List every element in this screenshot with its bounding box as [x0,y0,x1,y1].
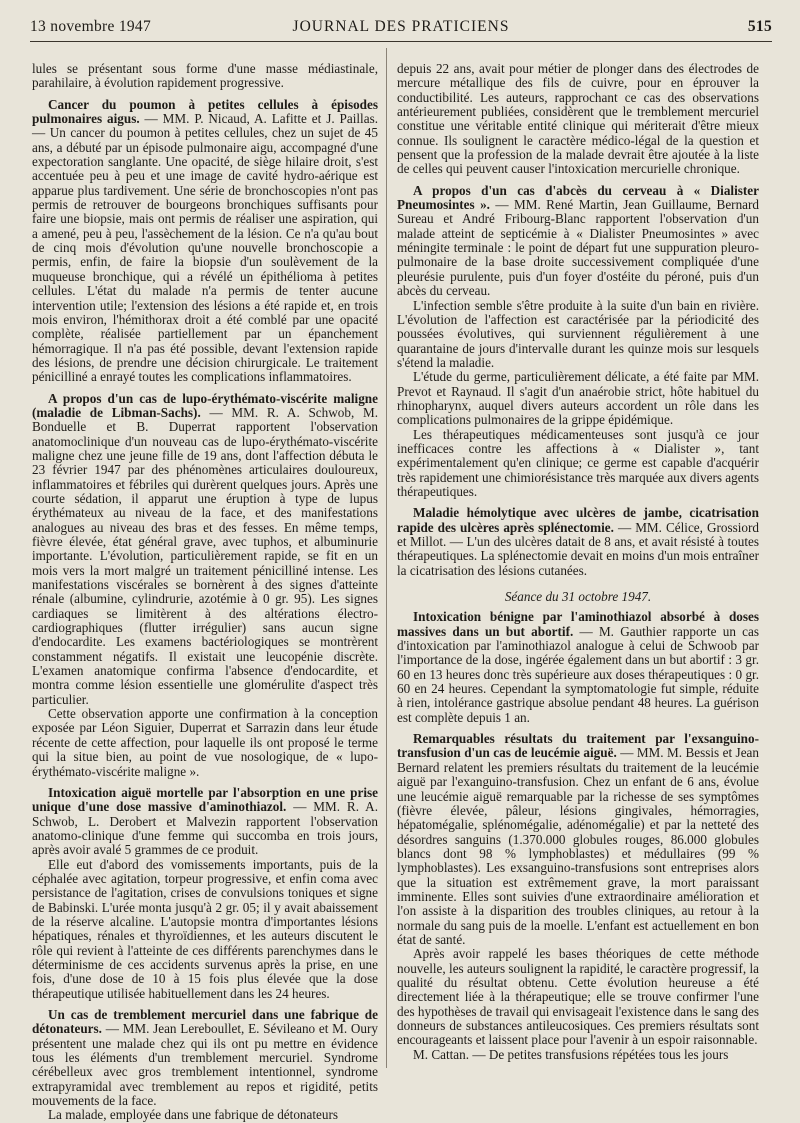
paragraph: M. Cattan. — De petites transfusions répétées tous les jours [413,1046,729,1062]
article-intoxication-benigne [397,610,759,725]
article-cancer-poumon [32,98,378,385]
left-column [32,61,378,1123]
paragraph: Elle eut d'abord des vomissements importants, puis de la céphalée avec agitation, torpeur progressive, et enfin coma avec persistance de l'agitation, crises de convulsions toniques et signe de Babinski. L'urée monta jusqu'à 2 gr. 05; il y avait abaissement de la réserve alcaline. L'autopsie montra d'importantes lésions hépatiques, rénales et thyroïdiennes, et les auteurs discutent le rôle qui revient à l'atteinte de ces différents parenchymes dans le déterminisme de ces accidents survenus après la prise, en une fois, d'une dose de 10 à 15 fois plus élevée que la dose thérapeutique utilisée habituellement dans les 24 heures. [32,856,378,1001]
article-text: — MM. M. Bessis et Jean Bernard relatent les premiers résultats du traitement de la leucémie aiguë par l'exanguino-transfusion. Chez un enfant de 6 ans, évolue une leucémie aiguë remarquable par la richesse de ses symptômes (fièvre élevée, pâleur, lésions gingivales, hémorragies, hépatomégalie, splénomégalie, adénomégalie) et par la netteté des désordres sanguins (1.370.000 globules rouges, 86.000 globules blancs dont 98 % lymphoblastes) et médullaires (99 % lymphoblastes). Les exsanguino-transfusions sont entreprises alors que la situation est extrêmement grave, la mort paraissant imminente. Elles sont suivies d'une extraordinaire amélioration et l'on assiste à la disparition des troubles cliniques, au retour à la normale du sang puis de la moelle. L'enfant est actuellement en bon état de santé. [397,745,759,947]
article-text: — M. Gauthier rapporte un cas d'intoxication par l'aminothiazol analogue à celui de Schwoob par l'importance de la dose, ingérée également dans un but abortif : 3 gr. 60 en 13 heures donc très supérieure aux doses thérapeutiques : 0 gr. 60 en 24 heures. Cependant la symptomatologie fut simple, réduite à rien, intolérance gastrique absolue pendant 48 heures. La guérison est complète depuis 1 an. [397,623,760,725]
article-text: — MM. R. A. Schwob, M. Bonduelle et B. Duperrat rapportent l'observation anatomoclinique d'un nouveau cas de lupo-érythémato-viscérite maligne chez une jeune fille de 19 ans, dont l'affection débuta le 23 février 1947 par des phénomènes articulaires douloureux, inflammatoires et fébriles qui durèrent quelques jours. Après une courte sédation, il apparut une éruption à type de lupus érythémateux au niveau de la face, et des manifestations analogues au niveau des bras et des fesses. En même temps, fièvre élevée, état général grave, avec tuphos, et albuminurie importante. L'évolution, particulièrement rapide, se fit en un mois vers la mort malgré un traitement pénicilliné intense. Les manifestations viscérales se bornèrent à des signes d'atteinte rénale (albumine, cylindrurie, azotémie à 0 gr. 95). Les signes cardiaques se limitèrent à des altérations électro-cardiographiques (flutter irrégulier) sans aucun signe d'endocardite. Les examens bactériologiques se montrèrent constamment négatifs. Il existait une leucopénie discrète. L'examen anatomique confirma l'absence d'endocardite, et montra comme lésion essentielle une glomérulite d'aspect très particulier. [32,404,378,707]
article-text: — MM. Jean Lereboullet, E. Sévileano et M. Oury présentent une malade chez qui ils ont pu mettre en évidence tous les éléments d'un tremblement mercuriel. Syndrome cérébelleux avec gros tremblement intentionnel, syndrome extrapyramidal avec tremblement au repos et rigidité, petits mouvements de la face. [32,1021,378,1109]
paragraph: La malade, employée dans une fabrique de détonateurs [48,1107,339,1123]
journal-title: JOURNAL DES PRATICIENS [292,18,510,35]
right-column [397,62,759,1062]
paragraph: depuis 22 ans, avait pour métier de plonger dans des électrodes de mercure métallique des fils de cuivre, pour en éprouver la conductibilité. Les auteurs, rapprochant ce cas des observations antérieurement publiées, considèrent que le tremblement mercuriel constitue une véritable entité clinique qui mériterait d'être mieux connue. Ils soulignent le caractère médico-légal de la question et pensent que la profession de la malade devrait être ajoutée à la liste de celles qui peuvent causer l'intoxication mercurielle chronique. [397,61,759,177]
page-number: 515 [747,18,772,35]
running-header [30,18,772,40]
article-exsanguino-transfusion [397,732,759,947]
paragraph: Les thérapeutiques médicamenteuses sont jusqu'à ce jour inefficaces contre les affections à « Dialister », tant expérimentalement qu'en clinique; ce germe est capable d'acquérir très rapidement une chimiorésistance très marquée aux divers agents thérapeutiques. [397,426,759,499]
article-intoxication-mortelle [32,786,378,858]
article-title: Intoxication aiguë mortelle par l'absorption en une prise unique d'une dose massive d'aminothiazol. [32,784,378,815]
paragraph: L'infection semble s'être produite à la suite d'un bain en rivière. L'évolution de l'affection est caractérisée par la périodicité des poussées évolutives, qui surviennent régulièrement à une quarantaine de jours d'intervalle durant les quinze mois sur lesquels s'étend la maladie. [397,297,759,370]
article-text: — MM. René Martin, Jean Guillaume, Bernard Sureau et André Fribourg-Blanc rapportent l'observation d'un malade atteint de septicémie à « Dialister Pneumosintes » avec méningite terminale : le point de départ fut une suppuration pleuro-pulmonaire de la base droite successivement compliquée d'une pleurésie purulente, puis d'un foyer d'ostéite du péroné, puis d'un abcès du cerveau. [397,197,760,299]
article-title: Un cas de tremblement mercuriel dans une fabrique de détonateurs. [32,1007,378,1037]
paragraph: Après avoir rappelé les bases théoriques de cette méthode nouvelle, les auteurs soulignent la rapidité, le caractère progressif, la qualité du résultat obtenu. Cette évolution heureuse a été directement liée à la thérapeutique; elle se trouve confirmer l'une des hypothèses de travail qui envisageait l'existence dans le sang des donneurs de substances antileucosiques. Ces premiers résultats sont encourageants et laissent place pour l'avenir à un espoir raisonnable. [397,946,759,1048]
article-title: Cancer du poumon à petites cellules à épisodes pulmonaires aigus. [32,96,378,127]
article-title: Remarquables résultats du traitement par l'exsanguino-transfusion d'un cas de leucémie aiguë. [397,731,759,761]
header-date: 13 novembre 1947 [30,18,152,35]
header-rule [30,41,772,42]
article-maladie-hemolytique [397,506,759,578]
article-title: Maladie hémolytique avec ulcères de jambe, cicatrisation rapide des ulcères après splénectomie. [397,505,759,535]
paragraph: lules se présentant sous forme d'une masse médiastinale, parahilaire, à évolution rapidement progressive. [32,61,378,91]
article-text: — MM. R. A. Schwob, L. Derobert et Malvezin rapportent l'observation anatomo-clinique d'une femme qui succomba en trois jours, après avoir avalé 5 grammes de ce produit. [32,799,378,858]
article-abces-cerveau [397,184,759,299]
paragraph: L'étude du germe, particulièrement délicate, a été faite par MM. Prevot et Raynaud. Il s'agit d'un anaérobie strict, hôte habituel du rhinopharynx, auquel divers auteurs accordent un rôle dans les complications pulmonaires de la grippe épidémique. [397,369,759,428]
paragraph: Cette observation apporte une confirmation à la conception exposée par Léon Siguier, Duperrat et Sarrazin dans leur étude récente de cette affection, pour laquelle ils ont proposé le terme qui la situe bien, au point de vue nosologique, de « lupo-érythémato-viscérite maligne ». [32,706,378,779]
article-title: Intoxication bénigne par l'aminothiazol absorbé à doses massives dans un but abortif. [397,609,759,639]
session-heading: Séance du 31 octobre 1947. [504,589,652,605]
article-tremblement-mercuriel [32,1008,378,1108]
column-divider [386,48,387,1068]
article-text: — MM. Célice, Grossiord et Millot. — L'un des ulcères datait de 8 ans, et avait résisté à toutes thérapeutiques. La splénectomie devait en moins d'un mois entraîner la cicatrisation des lésions cutanées. [397,519,759,578]
article-text: — MM. P. Nicaud, A. Lafitte et J. Paillas. — Un cancer du poumon à petites cellules, chez un sujet de 45 ans, a débuté par un épisode pulmonaire aigu, accompagné d'une expectoration sanglante. Une opacité, de siège hilaire droit, s'est accentuée peu à peu et une image de cavité hydro-aérique est apparue plus tardivement. Une série de bronchoscopies n'ont pas permis de retrouver de bourgeons bronchiques suffisants pour faire une biopsie, mais ont permis de réaliser une aspiration, qui a amené, peu à peu, l'assèchement de la lésion. Ce n'a qu'au bout de cinq mois d'évolution qu'une nouvelle bronchoscopie a permis, enfin, de faire la biopsie d'un soulèvement de la muqueuse bronchique, qui a révélé un épithélioma à petites cellules. L'état du malade n'a permis de tenter aucune intervention utile; l'extension des lésions a été rapide et, en trois mois environ, l'hémithorax droit a été comblé par une opacité complète, réalisée partiellement par un épanchement hémorragique. Il n'a pas été possible, devant l'extension rapide des lésions, de prendre une décision chirurgicale. Le traitement pénicilliné a enrayé toutes les complications inflammatoires. [32,111,378,385]
article-lupo-erythemato [32,392,378,708]
article-title: A propos d'un cas d'abcès du cerveau à « Dialister Pneumosintes ». [397,182,759,213]
article-title: A propos d'un cas de lupo-érythémato-viscérite maligne (maladie de Libman-Sachs). [32,390,378,420]
